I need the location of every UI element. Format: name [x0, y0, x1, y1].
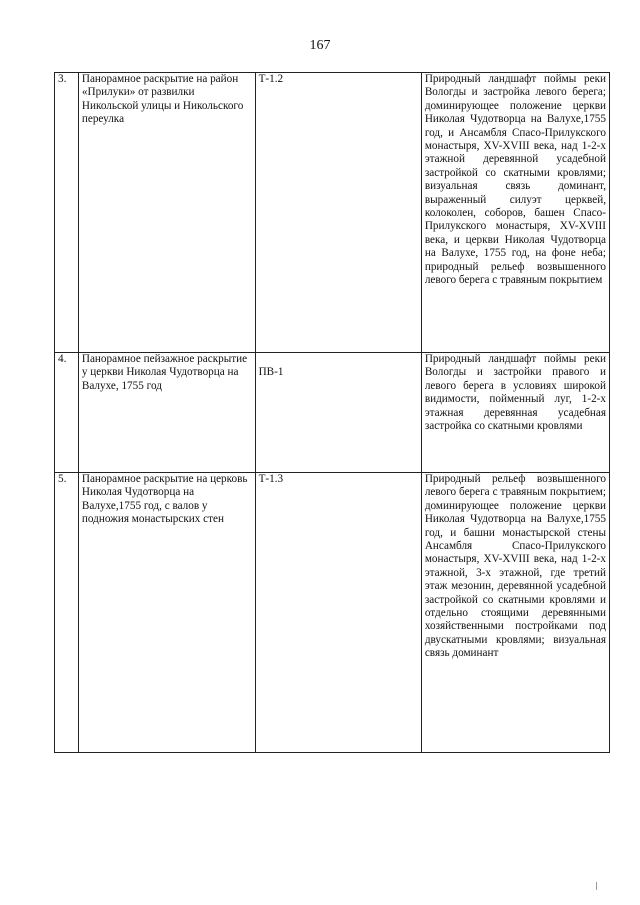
viewpoint-code: ПВ-1 [255, 353, 421, 473]
row-number: 5. [55, 473, 79, 753]
viewpoint-code: Т-1.3 [255, 473, 421, 753]
table-row [55, 353, 610, 473]
viewpoint-name: Панорамное раскрытие на район «Прилуки» от развилки Никольской улицы и Никольского переулка [78, 73, 255, 353]
viewpoint-name: Панорамное пейзажное раскрытие у церкви Николая Чудотворца на Валухе, 1755 год [78, 353, 255, 473]
viewpoint-description: Природный ландшафт поймы реки Вологды и застройка левого берега; доминирующее положение церкви Николая Чудотворца на Валухе,1755 год, и Ансамбля Спасо-Прилукского монастыря, XV-XVIII века, над 1-2-х этажной деревянной усадебной застройкой со скатными кровлями; визуальная связь доминант, выраженный силуэт церквей, колоколен, соборов, башен Спасо-Прилукского монастыря, XV-XVIII века, и церкви Николая Чудотворца на Валухе, 1755 год, на фоне неба; природный рельеф возвышенного левого берега с травяным покрытием [421, 73, 609, 353]
page-number: 167 [309, 38, 331, 53]
viewpoints-table [54, 72, 610, 753]
table-row [55, 473, 610, 753]
viewpoint-description: Природный ландшафт поймы реки Вологды и застройки правого и левого берега в условиях широкой видимости, пойменный луг, 1-2-х этажная деревянная усадебная застройка со скатными кровлями [421, 353, 609, 473]
row-number: 4. [55, 353, 79, 473]
scan-mark [596, 882, 597, 890]
table-row [55, 73, 610, 353]
viewpoint-code: Т-1.2 [255, 73, 421, 353]
viewpoint-description: Природный рельеф возвышенного левого берега с травяным покрытием; доминирующее положение церкви Николая Чудотворца на Валухе,1755 год, и башни монастырской стены Ансамбля Спасо-Прилукского монастыря, XV-XVIII века, над 1-2-х этажной, 3-х этажной, где третий этаж мезонин, деревянной усадебной застройкой со скатными кровлями и отдельно стоящими деревянными хозяйственными постройками под двускатными кровлями; визуальная связь доминант [421, 473, 609, 753]
row-number: 3. [55, 73, 79, 353]
viewpoint-name: Панорамное раскрытие на церковь Николая Чудотворца на Валухе,1755 год, с валов у подножия монастырских стен [78, 473, 255, 753]
